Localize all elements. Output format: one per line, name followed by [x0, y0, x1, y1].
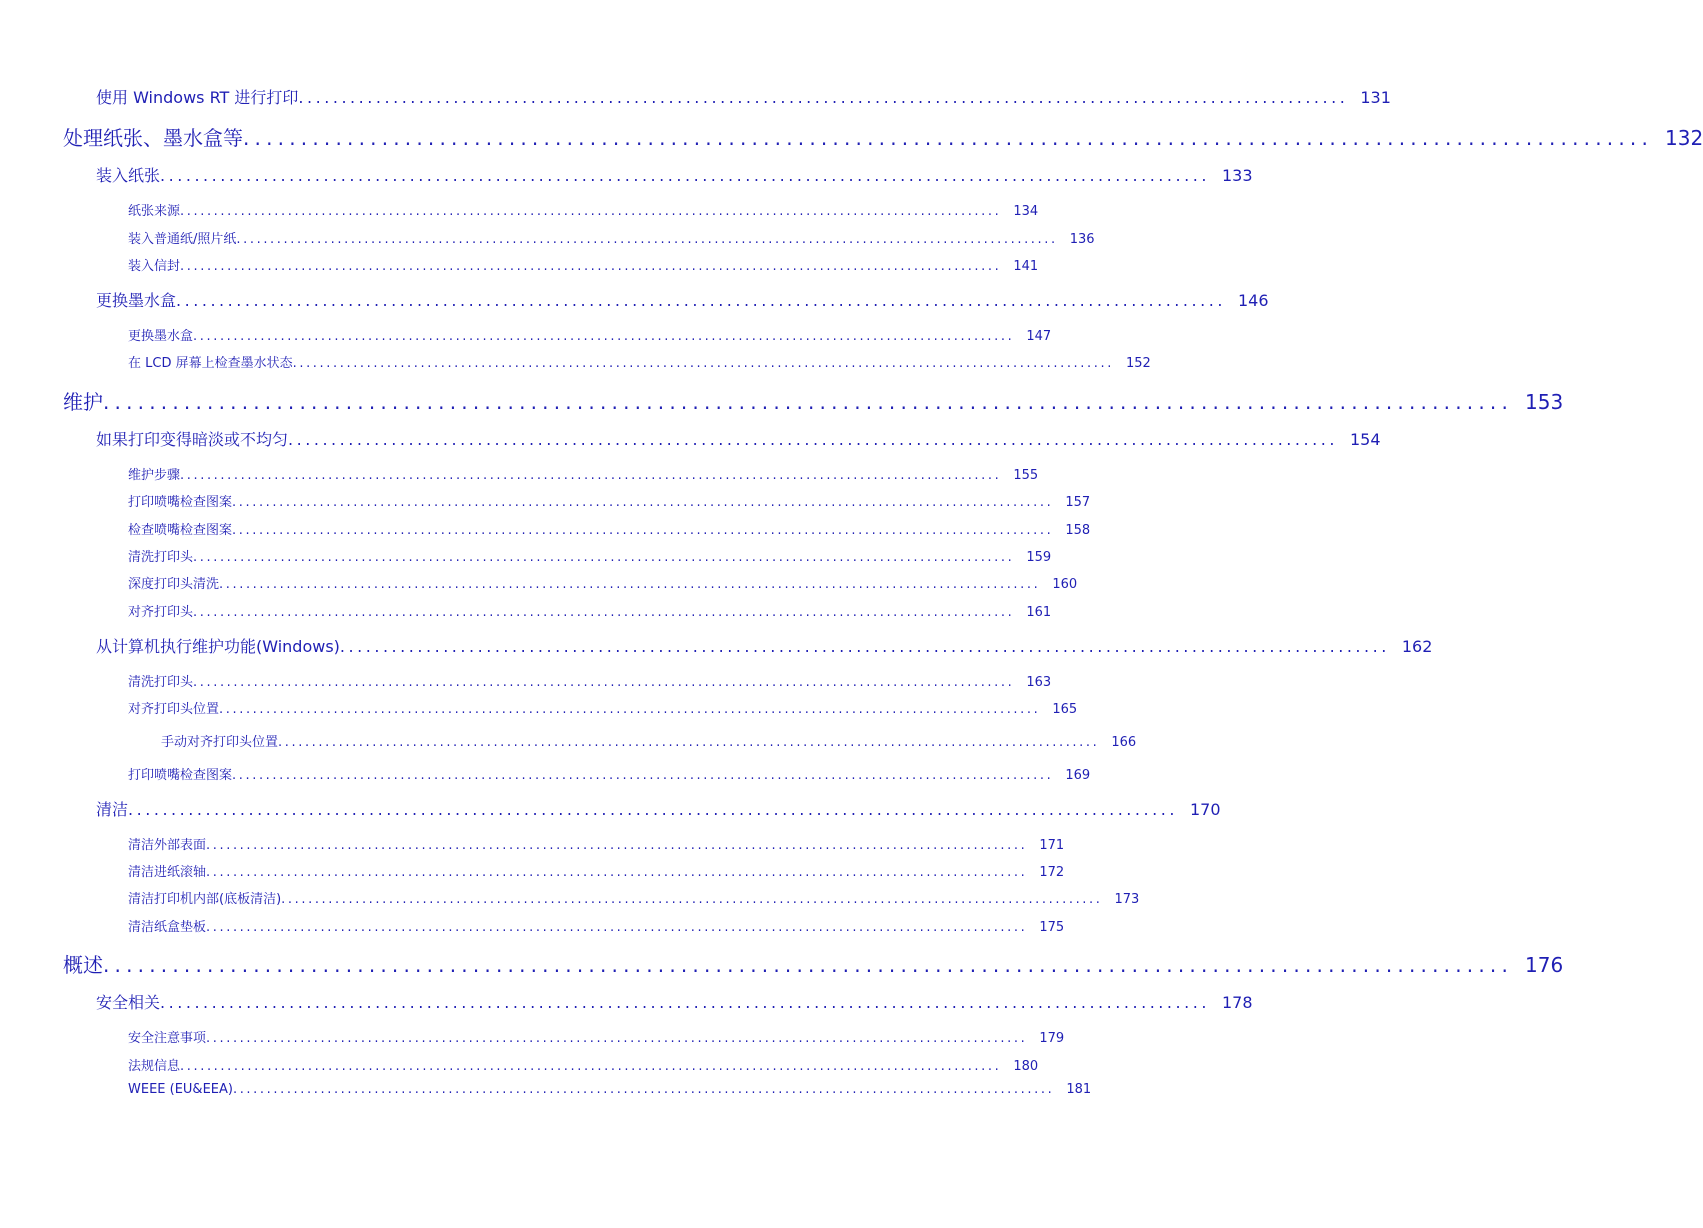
dot-leader: .......................................................................................................................... [232, 1082, 1055, 1097]
toc-entry-title: 清洁打印机内部(底板清洁) [128, 892, 282, 907]
dot-leader: .......................................................................................................................... [278, 735, 1100, 750]
dot-leader: .......................................................................................................................... [103, 953, 1514, 977]
toc-entry-title: 维护 [63, 390, 103, 414]
toc-entry[interactable] [128, 1027, 1065, 1046]
toc-entry-title: 装入纸张 [96, 166, 161, 185]
toc-entry[interactable] [96, 634, 1433, 657]
toc-entry[interactable] [128, 1082, 1092, 1097]
toc-entry-title: 清洗打印头 [128, 675, 194, 690]
toc-entry-page: 161 [1026, 605, 1052, 620]
dot-leader: .......................................................................................................................... [232, 768, 1054, 783]
toc-entry[interactable] [128, 573, 1078, 592]
dot-leader: .......................................................................................................................... [103, 390, 1514, 414]
toc-entry-title: 维护步骤 [128, 468, 181, 483]
toc-entry-page: 180 [1013, 1059, 1039, 1074]
toc-entry[interactable] [128, 228, 1095, 247]
toc-entry-title: 从计算机执行维护功能(Windows) [96, 637, 340, 656]
dot-leader: .......................................................................................................................... [206, 1031, 1028, 1046]
toc-entry-page: 179 [1039, 1031, 1065, 1046]
toc-entry-title: 清洁外部表面 [128, 838, 207, 853]
toc-entry-page: 158 [1065, 523, 1091, 538]
toc-entry-title: 打印喷嘴检查图案 [128, 495, 233, 510]
dot-leader: .......................................................................................................................... [180, 259, 1002, 274]
toc-entry[interactable] [128, 834, 1065, 853]
toc-entry-title: 对齐打印头位置 [128, 702, 220, 717]
toc-entry[interactable] [63, 122, 1703, 151]
toc-entry[interactable] [161, 731, 1137, 750]
toc-entry-page: 133 [1221, 166, 1253, 185]
toc-entry-page: 152 [1125, 356, 1151, 371]
toc-entry[interactable] [128, 764, 1091, 783]
dot-leader: .......................................................................................................................... [219, 577, 1041, 592]
toc-entry[interactable] [96, 288, 1269, 311]
toc-entry-page: 178 [1221, 993, 1253, 1012]
toc-entry-page: 159 [1026, 550, 1052, 565]
toc-entry-page: 162 [1401, 637, 1433, 656]
dot-leader: .......................................................................................................................... [236, 232, 1058, 247]
toc-entry[interactable] [128, 200, 1039, 219]
dot-leader: .......................................................................................................................... [206, 920, 1028, 935]
toc-entry-page: 175 [1039, 920, 1065, 935]
toc-entry-page: 163 [1026, 675, 1052, 690]
toc-entry[interactable] [128, 491, 1091, 510]
toc-entry[interactable] [128, 352, 1151, 371]
toc-entry-page: 171 [1039, 838, 1065, 853]
toc-entry-page: 153 [1525, 390, 1564, 414]
toc-entry-page: 165 [1052, 702, 1078, 717]
toc-entry-title: 使用 Windows RT 进行打印 [96, 88, 299, 107]
dot-leader: .......................................................................................................................... [298, 88, 1349, 107]
toc-entry[interactable] [128, 325, 1052, 344]
toc-entry[interactable] [128, 698, 1078, 717]
toc-entry-title: WEEE (EU&EEA) [128, 1082, 233, 1097]
dot-leader: .......................................................................................................................... [180, 468, 1002, 483]
toc-entry-title: 装入信封 [128, 259, 181, 274]
dot-leader: .......................................................................................................................... [180, 1059, 1002, 1074]
toc-entry[interactable] [128, 464, 1039, 483]
toc-entry[interactable] [128, 601, 1052, 620]
dot-leader: .......................................................................................................................... [193, 550, 1015, 565]
toc-entry-title: 清洁 [96, 800, 129, 819]
toc-entry[interactable] [128, 546, 1052, 565]
toc-entry[interactable] [128, 861, 1065, 880]
toc-entry-title: 如果打印变得暗淡或不均匀 [96, 430, 289, 449]
toc-entry[interactable] [96, 990, 1253, 1013]
toc-entry-page: 146 [1237, 291, 1269, 310]
dot-leader: .......................................................................................................................... [219, 702, 1041, 717]
toc-entry-title: 概述 [63, 953, 103, 977]
dot-leader: .......................................................................................................................... [176, 291, 1226, 310]
toc-entry[interactable] [128, 255, 1039, 274]
toc-entry[interactable] [128, 916, 1065, 935]
toc-entry-page: 155 [1013, 468, 1039, 483]
toc-entry-page: 181 [1066, 1082, 1092, 1097]
toc-entry[interactable] [96, 163, 1253, 186]
toc-entry[interactable] [128, 671, 1052, 690]
toc-entry-page: 176 [1525, 953, 1564, 977]
toc-entry-page: 134 [1013, 204, 1039, 219]
toc-entry-page: 160 [1052, 577, 1078, 592]
toc-entry-page: 147 [1026, 329, 1052, 344]
dot-leader: .......................................................................................................................... [160, 166, 1210, 185]
toc-entry[interactable] [128, 888, 1140, 907]
toc-entry-title: 检查喷嘴检查图案 [128, 523, 233, 538]
dot-leader: .......................................................................................................................... [232, 495, 1054, 510]
toc-entry-page: 157 [1065, 495, 1091, 510]
toc-entry-title: 在 LCD 屏幕上检查墨水状态 [128, 356, 293, 371]
toc-entry-page: 170 [1189, 800, 1221, 819]
dot-leader: .......................................................................................................................... [128, 800, 1178, 819]
toc-entry[interactable] [128, 519, 1091, 538]
toc-entry[interactable] [63, 949, 1564, 978]
toc-entry-page: 132 [1665, 126, 1703, 150]
dot-leader: .......................................................................................................................... [160, 993, 1210, 1012]
toc-entry-page: 169 [1065, 768, 1091, 783]
dot-leader: .......................................................................................................................... [193, 329, 1015, 344]
toc-entry-page: 173 [1114, 892, 1140, 907]
dot-leader: .......................................................................................................................... [339, 637, 1390, 656]
toc-entry-title: 对齐打印头 [128, 605, 194, 620]
dot-leader: .......................................................................................................................... [206, 838, 1028, 853]
toc-entry-title: 法规信息 [128, 1059, 181, 1074]
toc-entry-page: 141 [1013, 259, 1039, 274]
dot-leader: .......................................................................................................................... [193, 605, 1015, 620]
dot-leader: .......................................................................................................................... [232, 523, 1054, 538]
toc-entry-page: 172 [1039, 865, 1065, 880]
dot-leader: .......................................................................................................................... [206, 865, 1028, 880]
toc-entry-page: 131 [1360, 88, 1391, 107]
toc-entry-title: 清洗打印头 [128, 550, 194, 565]
toc-entry-title: 清洁纸盒垫板 [128, 920, 207, 935]
toc-entry-title: 更换墨水盒 [96, 291, 177, 310]
dot-leader: .......................................................................................................................... [193, 675, 1015, 690]
toc-entry-title: 深度打印头清洗 [128, 577, 220, 592]
toc-entry-title: 清洁进纸滚轴 [128, 865, 207, 880]
dot-leader: .......................................................................................................................... [288, 430, 1338, 449]
toc-entry-page: 136 [1069, 232, 1095, 247]
toc-entry-title: 打印喷嘴检查图案 [128, 768, 233, 783]
toc-entry[interactable] [96, 797, 1221, 820]
toc-entry-title: 更换墨水盒 [128, 329, 194, 344]
dot-leader: .......................................................................................................................... [180, 204, 1002, 219]
dot-leader: .......................................................................................................................... [292, 356, 1114, 371]
toc-entry-page: 166 [1111, 735, 1137, 750]
toc-entry-title: 纸张来源 [128, 204, 181, 219]
toc-entry[interactable] [96, 85, 1391, 108]
dot-leader: .......................................................................................................................... [281, 892, 1103, 907]
toc-entry[interactable] [128, 1055, 1039, 1074]
toc-entry[interactable] [63, 386, 1564, 415]
toc-entry-title: 安全相关 [96, 993, 161, 1012]
toc-entry-title: 装入普通纸/照片纸 [128, 232, 237, 247]
toc-entry-title: 安全注意事项 [128, 1031, 207, 1046]
toc-entry[interactable] [96, 427, 1381, 450]
toc-entry-title: 处理纸张、墨水盒等 [63, 126, 243, 150]
dot-leader: .......................................................................................................................... [243, 126, 1654, 150]
toc-entry-title: 手动对齐打印头位置 [161, 735, 279, 750]
toc-entry-page: 154 [1349, 430, 1381, 449]
